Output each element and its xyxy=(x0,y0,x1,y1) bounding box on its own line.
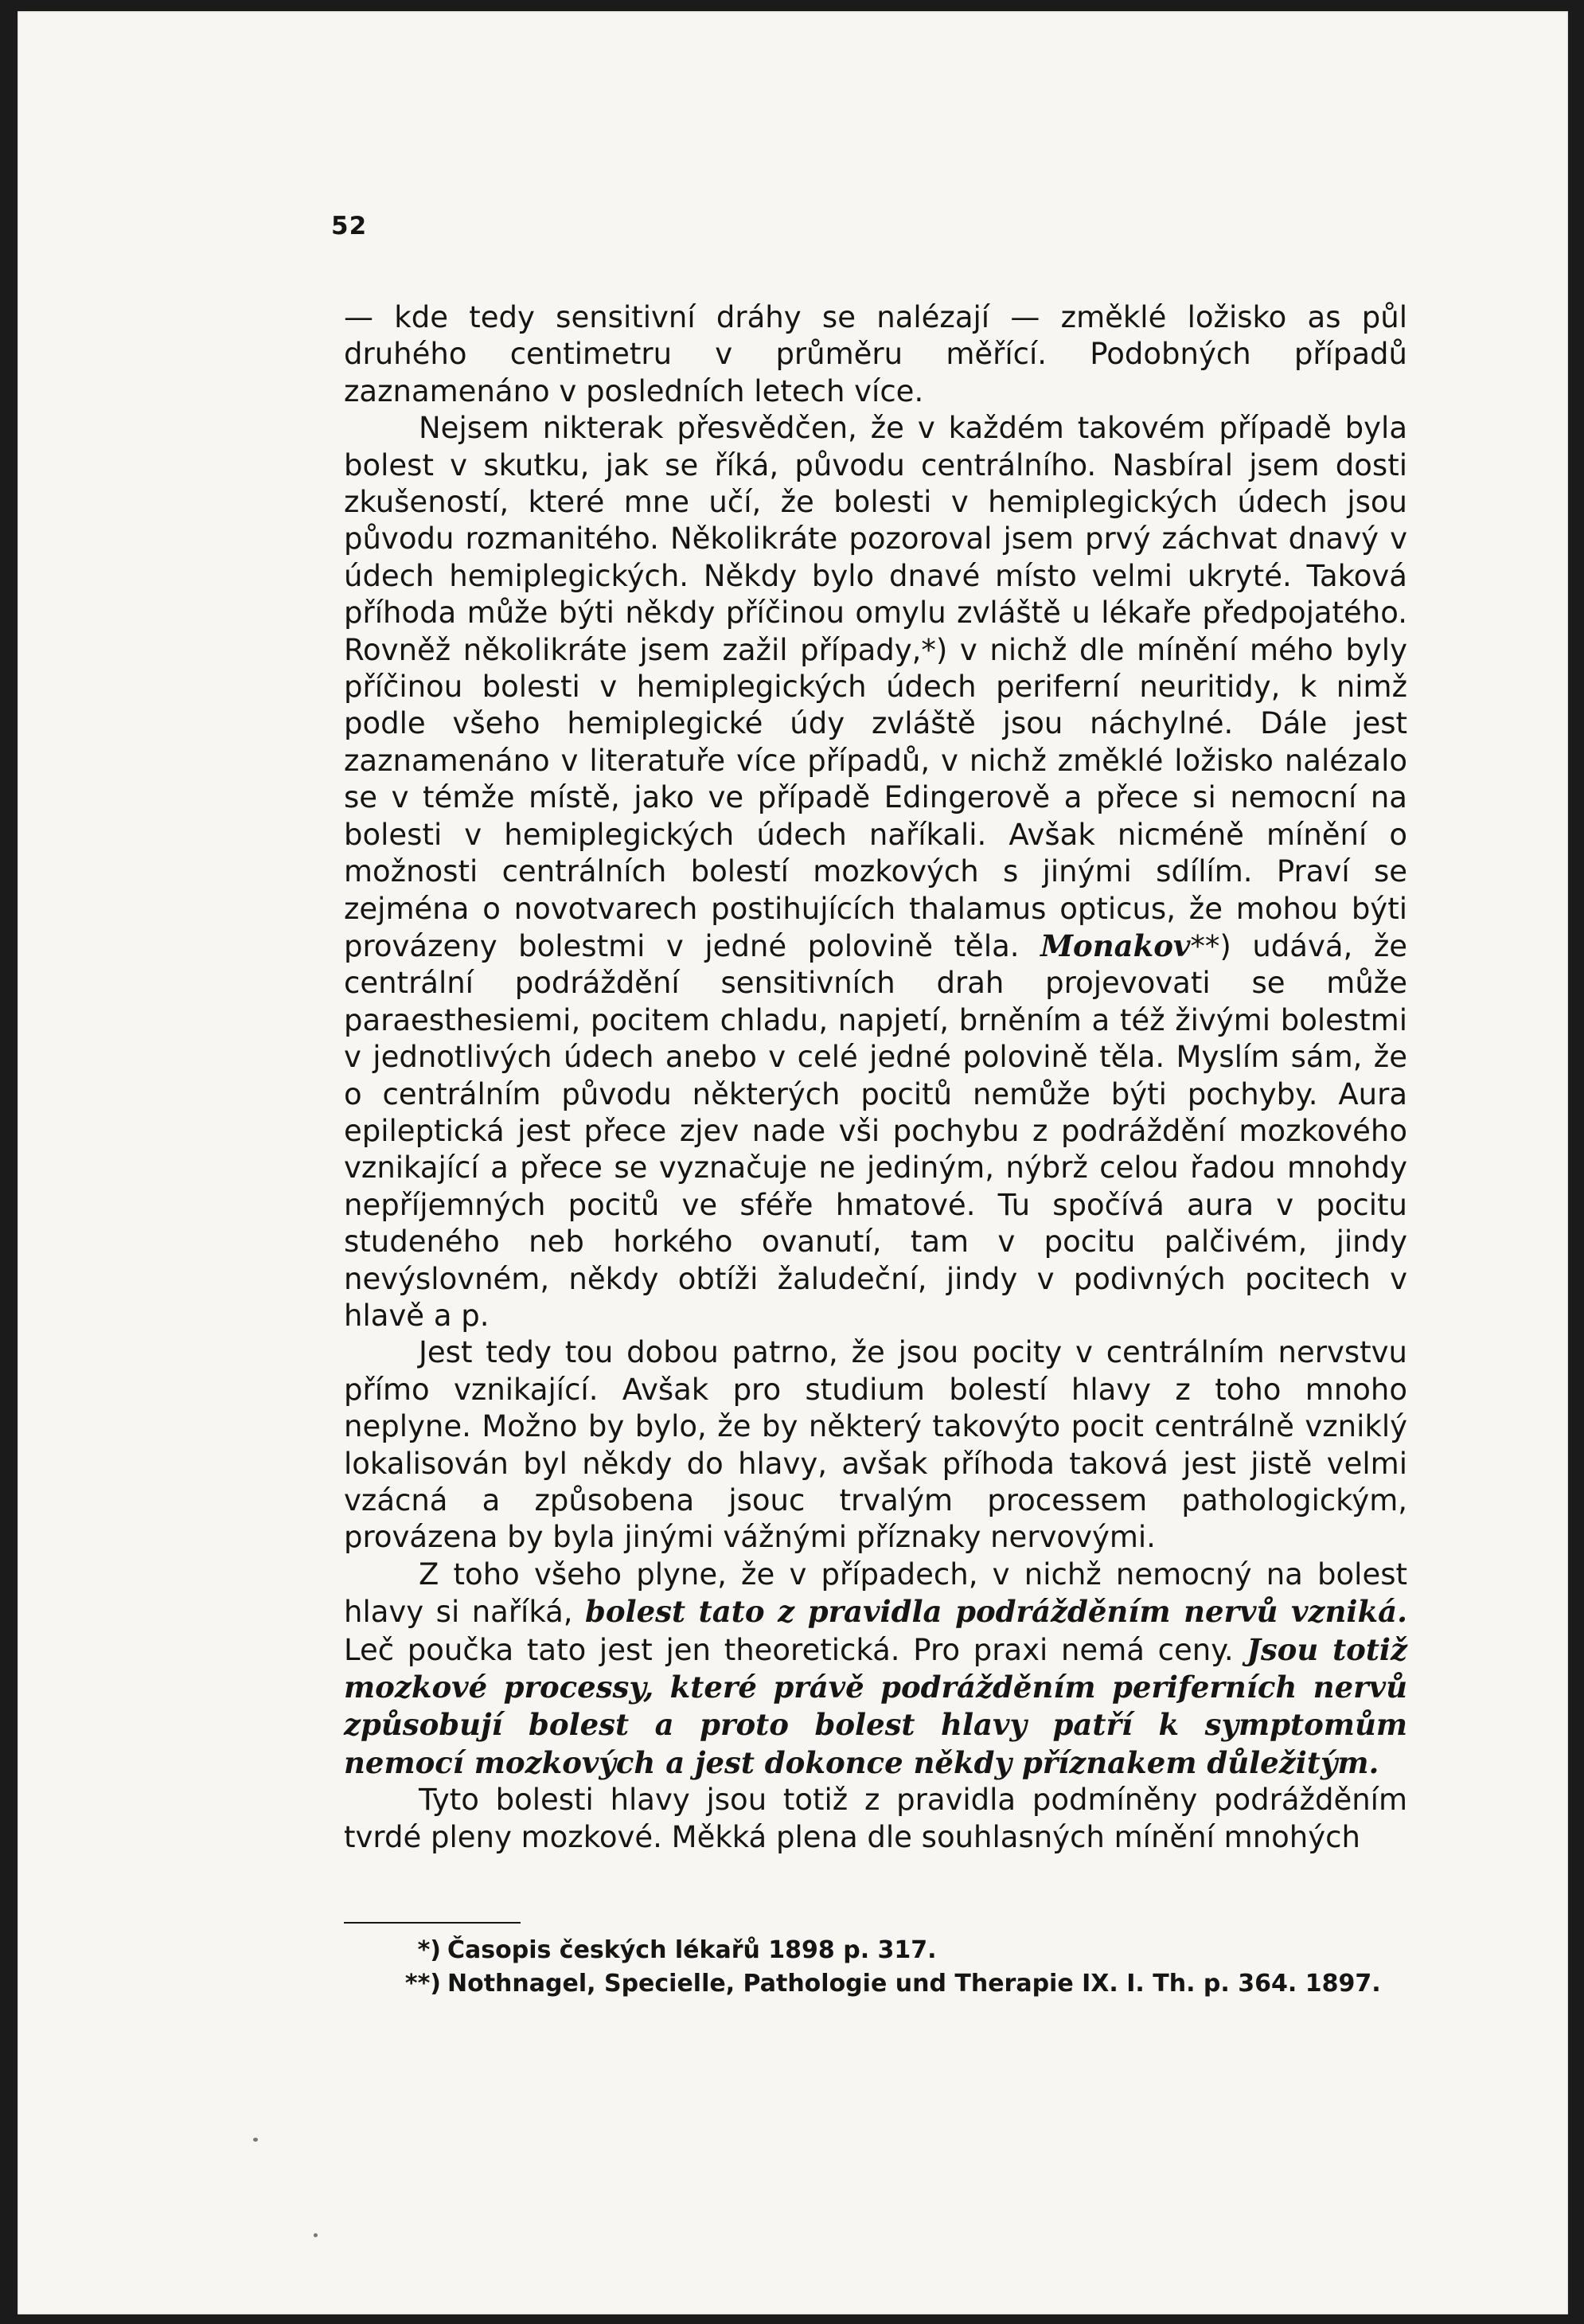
footnote-2-mark: **) xyxy=(404,1970,441,1998)
author-name-monakov: Monakov xyxy=(1040,928,1191,963)
book-page xyxy=(18,11,1568,2314)
paragraph-4-start: Z toho všeho plyne, že v případech, v nichž nemocný na bolest hlavy si naříká, xyxy=(344,1556,1407,1630)
footnotes xyxy=(396,1934,1431,2001)
paragraph-1: — kde tedy sensitivní dráhy se nalézají — změklé ložisko as půl druhého centimetru v průměru měřící. Podobných případů zaznamenáno v posledních letech více. xyxy=(344,300,1407,408)
paragraph-2-continuation: udává, že centrální podráždění sensitivních drah projevovati se může paraesthesiemi, pocitem chladu, napjetí, brněním a též živými bolestmi v jednotlivých údech anebo v celé jedné polovině těla. Myslím sám, že o centrálním původu některých pocitů nemůže býti pochyby. Aura epileptická jest přece zjev nade vši pochybu z podráždění mozkového vznikající a přece se vyznačuje ne jediným, nýbrž celou řadou mnohdy nepříjemných pocitů ve sféře hmatové. Tu spočívá aura v pocitu studeného neb horkého ovanutí, tam v pocitu palčivém, jindy nevýslovném, někdy obtíži žaludeční, jindy v podivných pocitech v hlavě a p. xyxy=(344,928,1408,1333)
paragraph-4-middle: Leč poučka tato jest jen theoretická. Pro praxi nemá ceny. xyxy=(344,1632,1247,1667)
emphasis-2: Jsou totiž mozkové processy, které právě podrážděním periferních nervů způsobují bolest a proto bolest hlavy patří k symptomům nemocí mozkových a jest dokonce někdy příznakem důležitým. xyxy=(344,1631,1408,1780)
paragraph-4 xyxy=(344,1556,1407,1782)
paragraph-2 xyxy=(344,410,1407,1334)
paragraph-5: Tyto bolesti hlavy jsou totiž z pravidla podmíněny podrážděním tvrdé pleny mozkové. Měkká plena dle souhlasných mínění mnohých xyxy=(344,1783,1407,1854)
page-number: 52 xyxy=(331,212,368,240)
body-text xyxy=(344,299,1407,1856)
footnote-1 xyxy=(396,1934,1431,1967)
footnote-2-text: Nothnagel, Specielle, Pathologie und Therapie IX. I. Th. p. 364. 1897. xyxy=(447,1970,1381,1998)
footnote-1-text: Časopis českých lékařů 1898 p. 317. xyxy=(447,1936,937,1964)
paragraph-2-text: Nejsem nikterak přesvědčen, že v každém takovém případě byla bolest v skutku, jak se říká, původu centrálního. Nasbíral jsem dosti zkušeností, které mne učí, že bolesti v hemiplegických údech jsou původu rozmanitého. Několikráte pozoroval jsem prvý záchvat dnavý v údech hemiplegických. Někdy bylo dnavé místo velmi ukryté. Taková příhoda může býti někdy příčinou omylu zvláště u lékaře předpojatého. Rovněž několikráte jsem zažil případy,*) v nichž dle mínění mého byly příčinou bolesti v hemiplegických údech periferní neuritidy, k nimž podle všeho hemiplegické údy zvláště jsou náchylné. Dále jest zaznamenáno v literatuře více případů, v nichž změklé ložisko nalézalo se v témže místě, jako ve případě Edingerově a přece si nemocní na bolesti v hemiplegických údech naříkali. Avšak nicméně mínění o možnosti centrálních bolestí mozkových s jinými sdílím. Praví se zejména o novotvarech postihujících thalamus opticus, že mohou býti provázeny bolestmi v jedné polovině těla. xyxy=(344,411,1407,963)
footnote-divider xyxy=(344,1922,521,1924)
footnote-1-mark: *) xyxy=(417,1936,441,1964)
emphasis-1: bolest tato z pravidla podrážděním nervů vzniká. xyxy=(585,1594,1407,1630)
scan-speck xyxy=(314,2233,318,2237)
scan-speck xyxy=(253,2138,258,2142)
paragraph-3: Jest tedy tou dobou patrno, že jsou pocity v centrálním nervstvu přímo vznikající. Avšak pro studium bolestí hlavy z toho mnoho neplyne. Možno by bylo, že by některý takovýto pocit centrálně vzniklý lokalisován byl někdy do hlavy, avšak příhoda taková jest jistě velmi vzácná a způsobena jsouc trvalým processem pathologickým, provázena by byla jinými vážnými příznaky nervovými. xyxy=(344,1335,1407,1555)
footnote-2 xyxy=(396,1967,1431,2001)
footnote-ref-2: **) xyxy=(1190,928,1231,963)
